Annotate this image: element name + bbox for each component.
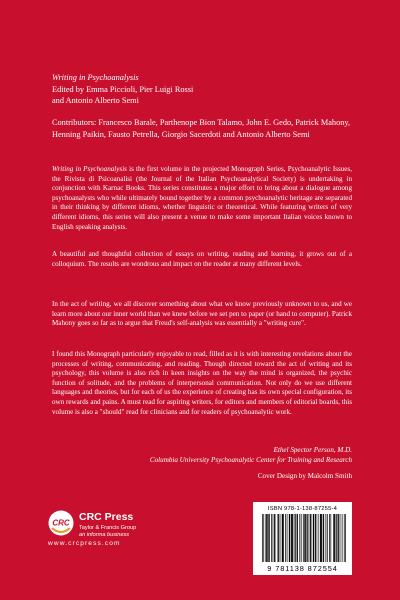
publisher-url: www.crcpress.com bbox=[48, 540, 121, 547]
publisher-name: CRC Press bbox=[79, 511, 134, 523]
barcode-bar bbox=[309, 514, 310, 562]
barcode-digits: 9 781138 872554 bbox=[267, 564, 338, 573]
barcode-bar bbox=[301, 514, 302, 562]
barcode-bar bbox=[297, 514, 298, 562]
barcode-bar bbox=[313, 514, 314, 562]
barcode-bar bbox=[314, 514, 315, 562]
barcode-bar bbox=[275, 514, 276, 562]
barcode-bar bbox=[274, 514, 275, 562]
barcode-bar bbox=[306, 514, 307, 562]
barcode-bar bbox=[327, 514, 328, 562]
barcode-bar bbox=[278, 514, 279, 562]
barcode-bar bbox=[271, 514, 272, 562]
barcode-bar bbox=[263, 514, 264, 562]
barcode-bar bbox=[321, 514, 322, 562]
isbn-barcode-box bbox=[253, 502, 352, 575]
barcode-bar bbox=[311, 514, 312, 562]
crc-logo-icon bbox=[48, 510, 74, 536]
blurb-paragraph-1-text: is the first volume in the projected Monograph Series, Psychoanalytic Issues, the Rivista di Psicoanalisi (the Journal of the Italian Psychoanalytical Society) is undertaking in conjunction with Karnac Books. This series constitutes a major effort to bring about a dialogue among psychoanalysts who while ultimately bound together by a common psychoanalytic heritage are separated in their thinking by different idioms, whether linguistic or theoretical. While featuring writers of very different idioms, this series will also present a venue to make some important Italian voices known to English speaking analysts. bbox=[52, 165, 352, 231]
barcode-bar bbox=[304, 514, 305, 562]
blurb-paragraph-3: In the act of writing, we all discover something about what we know previously unknown to us, and we learn more about our inner world than we knew before we set pen to paper (or hand to computer). Patrick Mahony goes so far as to argue that Freud's self-analysis was essentially a "writing cure". bbox=[52, 300, 352, 328]
barcode-bar bbox=[323, 514, 324, 562]
barcode-bar bbox=[292, 514, 293, 562]
publisher-group: Taylor & Francis Group bbox=[79, 525, 137, 531]
barcode-bar bbox=[297, 514, 298, 562]
barcode-bar bbox=[338, 514, 339, 562]
barcode-bar bbox=[307, 514, 308, 562]
editors-line-2: and Antonio Alberto Semi bbox=[52, 96, 139, 106]
blurb-title-italic: Writing in Psychoanalysis bbox=[52, 165, 127, 173]
barcode-bar bbox=[321, 514, 322, 562]
cover-design-credit: Cover Design by Malcolm Smith bbox=[257, 472, 352, 480]
barcode-bar bbox=[315, 514, 316, 562]
barcode-bar bbox=[303, 514, 304, 562]
barcode-bar bbox=[290, 514, 291, 562]
barcode-bar bbox=[318, 514, 319, 562]
barcode-bar bbox=[305, 514, 306, 562]
barcode-bar bbox=[320, 514, 321, 562]
barcode-bar bbox=[323, 514, 324, 562]
barcode-bar bbox=[326, 514, 327, 562]
publisher-tagline: an informa business bbox=[79, 532, 130, 538]
barcode-bar bbox=[266, 514, 267, 562]
blurb-paragraph-4: I found this Monograph particularly enjoyable to read, filled as it is with interesting revelations about the processes of writing, communicating, and reading. Though directed toward the act of writing and its psychology, this volume is also rich in keen insights on the way the mind is organized, the psychic function of solitude, and the problems of interpersonal communication. Not only do we use different languages and theories, but for each of us the experience of creating has its own special configuration, its own rewards and pains. A must read for aspiring writers, for editors and members of editorial boards, this volume is also a "should" read for clinicians and for readers of psychoanalytic work. bbox=[52, 350, 352, 416]
barcode-bar bbox=[289, 514, 290, 562]
title-block bbox=[52, 72, 352, 107]
barcode-bar bbox=[268, 514, 269, 562]
contributors: Contributors: Francesco Barale, Parthenope Bion Talamo, John E. Gedo, Patrick Mahony, Henning Paikin, Fausto Petrella, Giorgio Sacerdoti and Antonio Alberto Semi bbox=[52, 118, 351, 139]
barcode-bar bbox=[345, 514, 346, 562]
barcode-bar bbox=[282, 514, 283, 562]
barcode-bar bbox=[280, 514, 281, 562]
barcode-bar bbox=[340, 514, 341, 562]
barcode-bar bbox=[287, 514, 288, 562]
barcode-bar bbox=[299, 514, 300, 562]
barcode-bar bbox=[342, 514, 343, 562]
barcode-bar bbox=[294, 514, 295, 562]
book-title: Writing in Psychoanalysis bbox=[52, 73, 139, 82]
barcode-bar bbox=[269, 514, 270, 562]
barcode-bar bbox=[266, 514, 267, 562]
barcode-bar bbox=[262, 514, 263, 562]
barcode-graphic bbox=[262, 514, 346, 562]
isbn-label: ISBN 978-1-138-87255-4 bbox=[267, 506, 338, 512]
barcode-bar bbox=[267, 514, 268, 562]
logo-letters: CRC bbox=[52, 518, 70, 528]
editors-line-1: Edited by Emma Piccioli, Pier Luigi Rossi bbox=[52, 84, 194, 94]
barcode-bar bbox=[291, 514, 292, 562]
barcode-bar bbox=[285, 514, 286, 562]
barcode-bar bbox=[333, 514, 334, 562]
barcode-bar bbox=[282, 514, 283, 562]
publisher-logo bbox=[48, 506, 188, 556]
endorser-affiliation: Columbia University Psychoanalytic Center for Training and Research bbox=[149, 456, 352, 464]
barcode-bar bbox=[329, 514, 330, 562]
barcode-bar bbox=[278, 514, 279, 562]
barcode-bar bbox=[273, 514, 274, 562]
endorser-name: Ethel Spector Person, M.D. bbox=[273, 446, 352, 454]
blurb-paragraph-2: A beautiful and thoughtful collection of essays on writing, reading and learning, it grows out of a colloquium. The results are wondrous and impact on the reader at many different levels. bbox=[52, 250, 352, 268]
barcode-bar bbox=[344, 514, 345, 562]
barcode-bar bbox=[292, 514, 293, 562]
barcode-bar bbox=[336, 514, 337, 562]
barcode-bar bbox=[310, 514, 311, 562]
barcode-bar bbox=[335, 514, 336, 562]
barcode-bar bbox=[295, 514, 296, 562]
barcode-bar bbox=[316, 514, 317, 562]
barcode-bar bbox=[334, 514, 335, 562]
barcode-bar bbox=[338, 514, 339, 562]
barcode-bar bbox=[283, 514, 284, 562]
barcode-bar bbox=[330, 514, 331, 562]
blurb-paragraph-1 bbox=[52, 165, 352, 232]
